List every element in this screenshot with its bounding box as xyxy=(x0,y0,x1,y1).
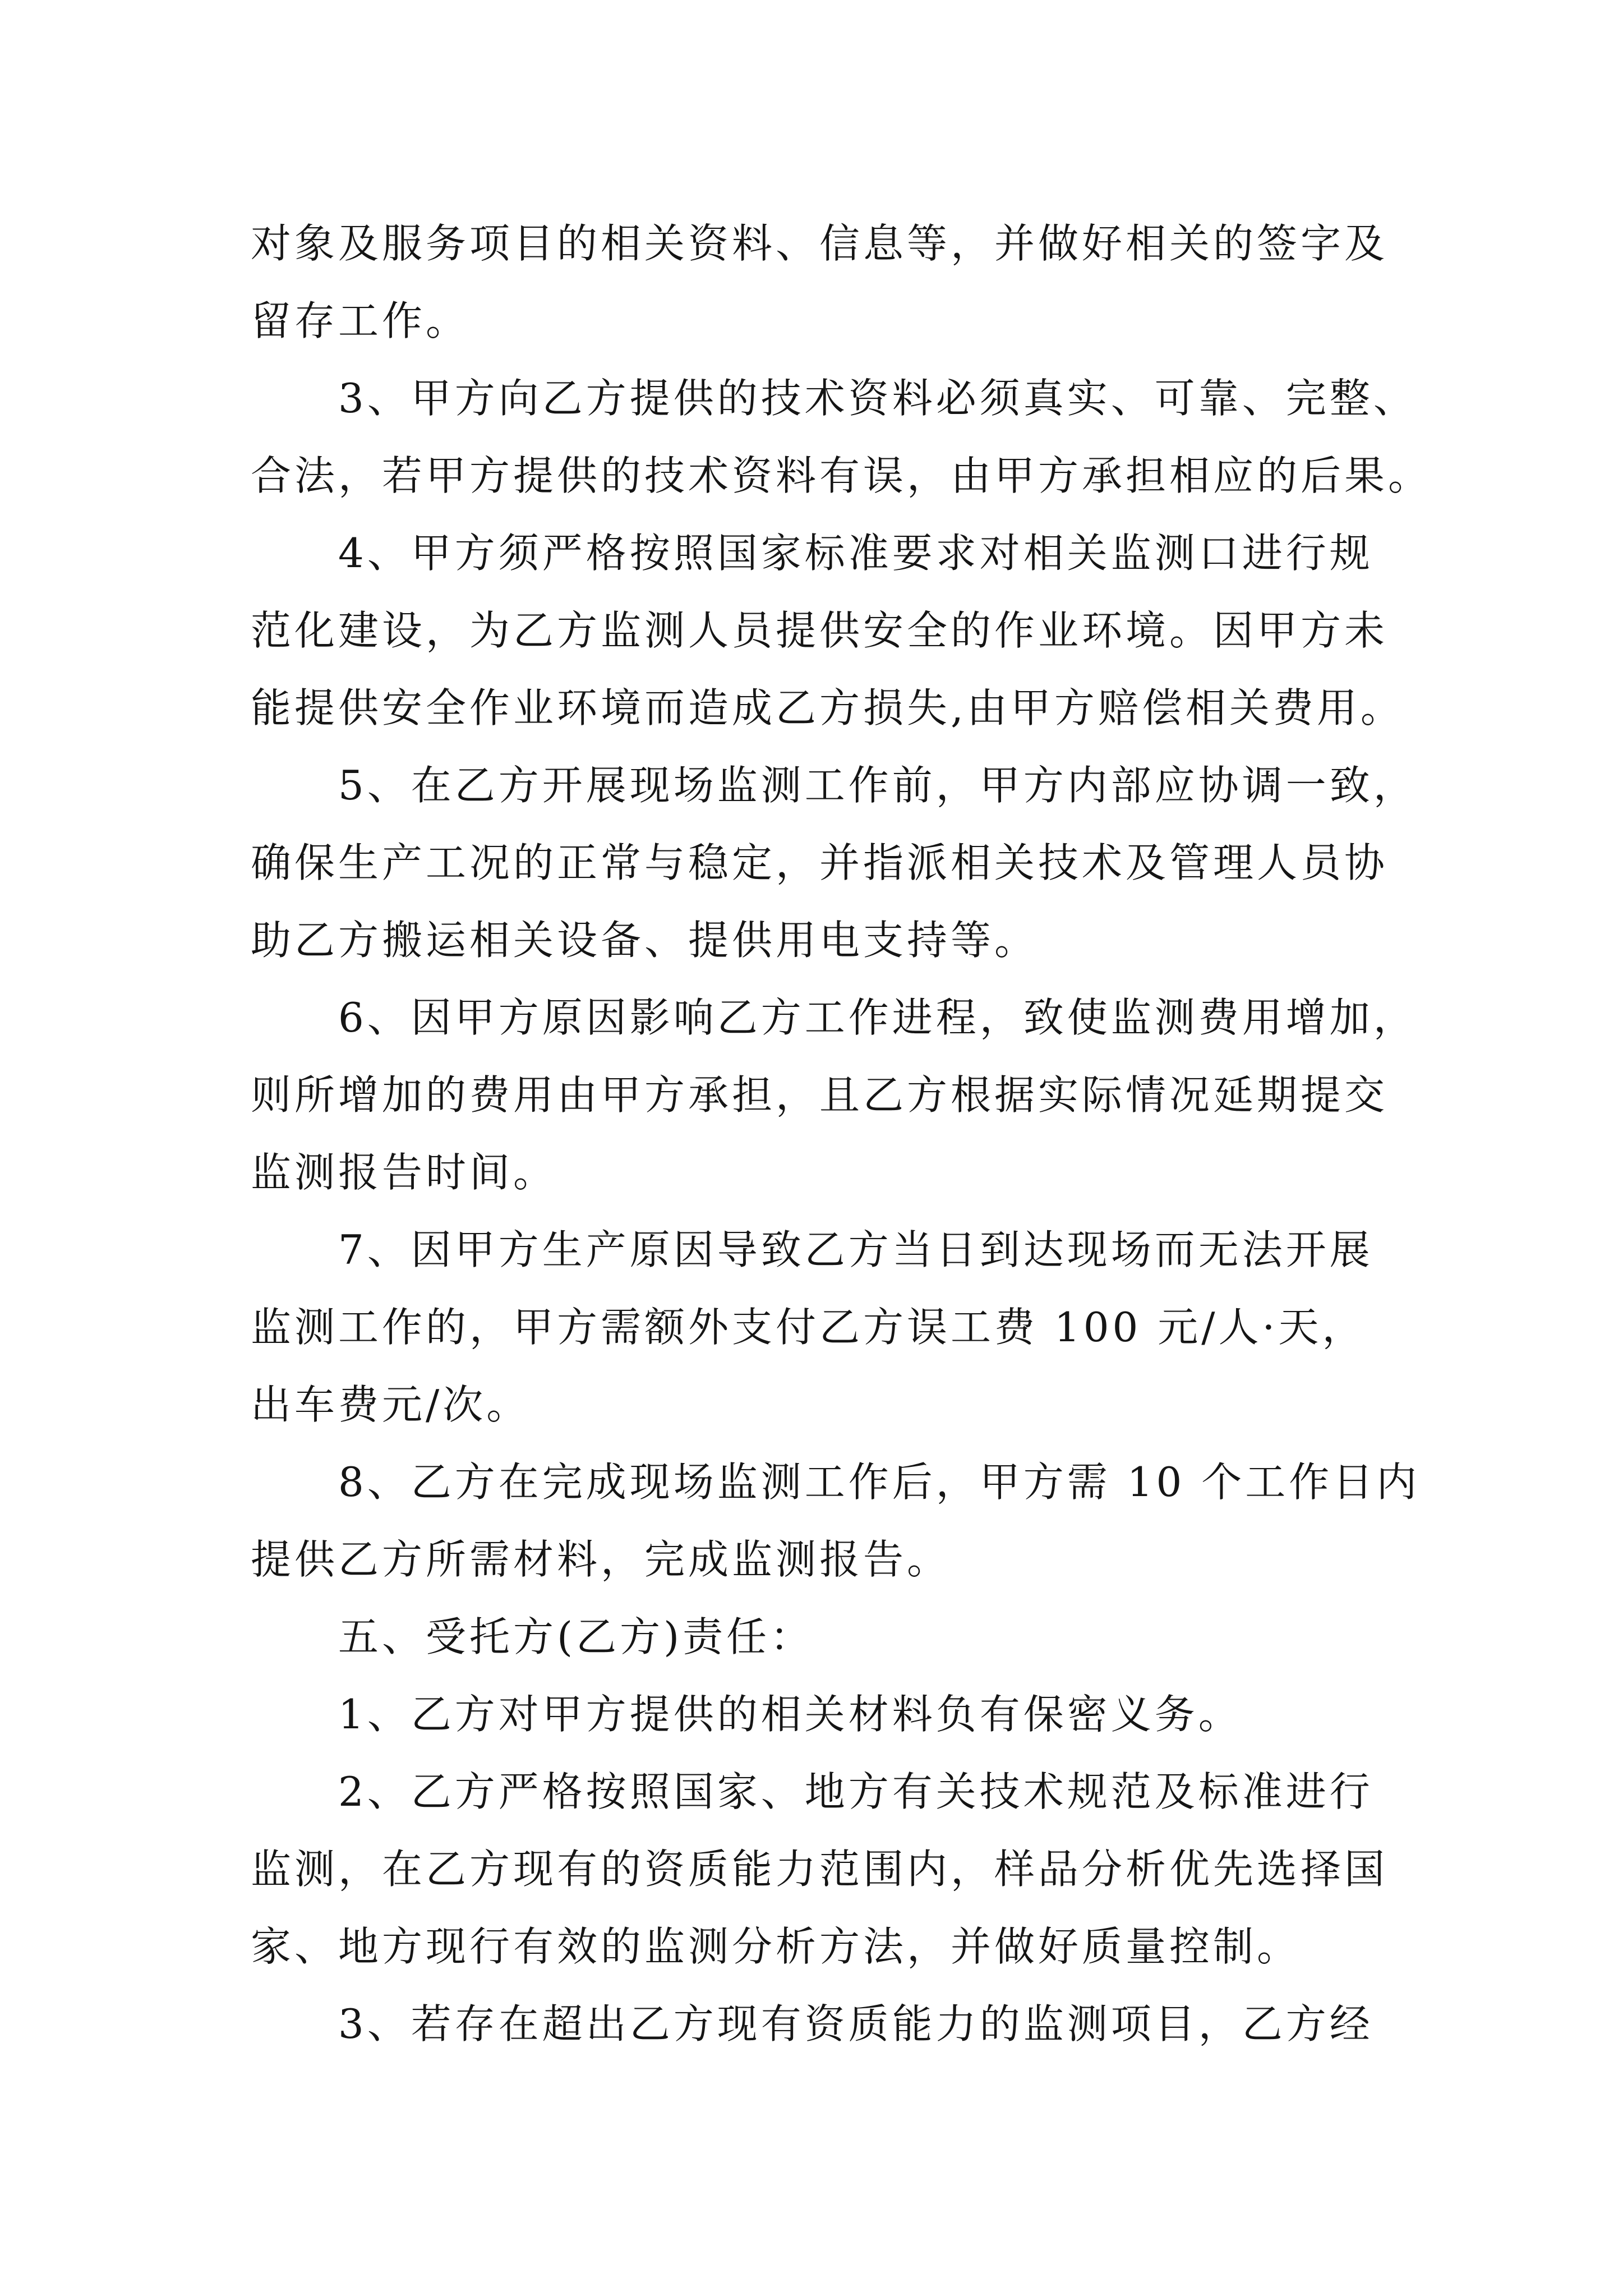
text-line: 家、地方现行有效的监测分析方法，并做好质量控制。 xyxy=(251,1923,1301,1970)
paragraph-clause-5-client xyxy=(0,747,1623,979)
paragraph-clause-7-client xyxy=(0,1211,1623,1443)
text-line: 提供乙方所需材料，完成监测报告。 xyxy=(251,1536,951,1583)
paragraph-clause-1-contractor xyxy=(0,1676,1623,1753)
text-line: 6、因甲方原因影响乙方工作进程，致使监测费用增加， xyxy=(338,994,1417,1041)
text-line: 对象及服务项目的相关资料、信息等，并做好相关的签字及 xyxy=(251,220,1389,267)
section-heading-contractor-responsibilities xyxy=(0,1598,1623,1676)
text-line: 出车费元/次。 xyxy=(251,1381,531,1428)
section-heading: 五、受托方(乙方)责任： xyxy=(338,1613,814,1660)
paragraph-clause-2-contractor xyxy=(0,1753,1623,1985)
text-line: 监测，在乙方现有的资质能力范围内，样品分析优先选择国 xyxy=(251,1846,1389,1893)
text-line: 2、乙方严格按照国家、地方有关技术规范及标准进行 xyxy=(338,1768,1373,1815)
paragraph-clause-3-client xyxy=(0,360,1623,514)
text-line: 5、在乙方开展现场监测工作前，甲方内部应协调一致， xyxy=(338,762,1417,809)
text-line: 留存工作。 xyxy=(251,297,470,344)
paragraph-clause-6-client xyxy=(0,979,1623,1211)
text-line: 监测报告时间。 xyxy=(251,1149,557,1196)
text-line: 确保生产工况的正常与稳定，并指派相关技术及管理人员协 xyxy=(251,839,1389,886)
text-line: 合法，若甲方提供的技术资料有误，由甲方承担相应的后果。 xyxy=(251,452,1432,499)
text-line: 能提供安全作业环境而造成乙方损失,由甲方赔偿相关费用。 xyxy=(251,684,1404,731)
paragraph-clause-3-contractor xyxy=(0,1985,1623,2063)
paragraph-clause-8-client xyxy=(0,1443,1623,1598)
text-line: 助乙方搬运相关设备、提供用电支持等。 xyxy=(251,917,1039,964)
text-line: 3、甲方向乙方提供的技术资料必须真实、可靠、完整、 xyxy=(338,375,1417,422)
paragraph-clause-4-client xyxy=(0,514,1623,747)
text-line: 8、乙方在完成现场监测工作后，甲方需 10 个工作日内 xyxy=(338,1458,1421,1506)
text-line: 1、乙方对甲方提供的相关材料负有保密义务。 xyxy=(338,1691,1242,1738)
text-line: 3、若存在超出乙方现有资质能力的监测项目，乙方经 xyxy=(338,2000,1373,2047)
text-line: 则所增加的费用由甲方承担，且乙方根据实际情况延期提交 xyxy=(251,1071,1389,1119)
text-line: 监测工作的，甲方需额外支付乙方误工费 100 元/人·天， xyxy=(251,1304,1366,1351)
text-line: 7、因甲方生产原因导致乙方当日到达现场而无法开展 xyxy=(338,1226,1373,1273)
text-line: 4、甲方须严格按照国家标准要求对相关监测口进行规 xyxy=(338,530,1373,577)
text-line: 范化建设，为乙方监测人员提供安全的作业环境。因甲方未 xyxy=(251,607,1389,654)
paragraph-continued-materials xyxy=(0,205,1623,360)
